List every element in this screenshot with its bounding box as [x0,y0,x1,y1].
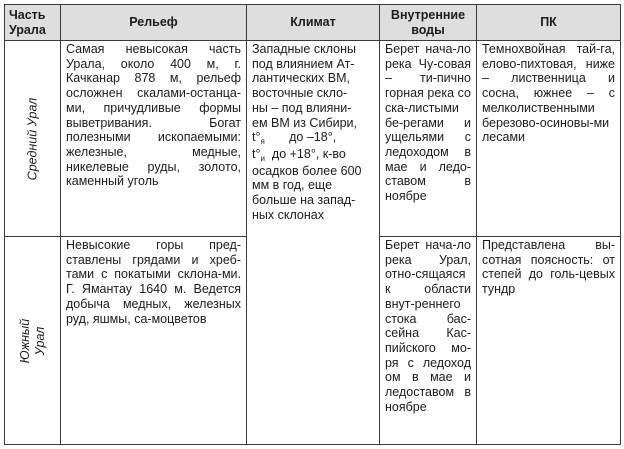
climate-line: восточные скло- [252,86,348,101]
middle-ural-label: Средний Урал [25,97,39,180]
header-part: Часть Урала [5,5,61,41]
header-relief: Рельеф [61,5,247,41]
header-waters: Внутренние воды [380,5,477,41]
climate-line: мм в год, еще [252,178,333,193]
header-pk: ПК [477,5,621,41]
climate-line: лантических ВМ, [252,71,350,86]
ural-comparison-table [4,4,621,445]
row-middle-ural [5,41,621,237]
climate-line: больше на запад- [252,193,356,208]
cell-middle-pk: Темнохвойная тай-га, елово-пихтовая, ниже – лиственница и сосна, южнее – с мелколиственными березово-осиновы-ми лесами [477,41,621,237]
climate-line: под влиянием Ат- [252,56,355,71]
climate-line: ны – под влияни- [252,100,352,115]
header-row [5,5,621,41]
climate-january-temp: $t^\circ_я$ до –18°, [252,130,337,147]
south-ural-label: Южный Урал [17,318,47,363]
climate-line: Западные склоны [252,42,356,56]
cell-climate [247,41,380,445]
header-climate: Климат [247,5,380,41]
climate-line: ных склонах [252,207,324,222]
cell-south-relief: Невысокие горы пред-ставлены грядами и хреб-тами с покатыми склона-ми. Г. Ямантау 1640 м. Ведется добыча медных, железных руд, яшмы, са-моцветов [61,237,247,445]
cell-middle-waters: Берет нача-ло река Чу-совая – ти-пично горная река со ска-листыми бе-регами и ущельями с ледоходом в мае и ледо-ставом в ноябре [380,41,477,237]
cell-middle-ural-label [5,41,61,237]
climate-line: ем ВМ из Сибири, [252,115,357,130]
cell-south-waters: Берет нача-ло река Урал, отно-сящаяся к области внут-реннего стока бас-сейна Кас-пийского мо-ря с ледоход ом в мае и ледоставом в ноябре [380,237,477,445]
climate-line: осадков более 600 [252,163,362,178]
cell-middle-relief: Самая невысокая часть Урала, около 400 м, г. Качканар 878 м, рельеф осложнен скалами-останца-ми, причудливые формы выветривания. Богат полезными ископаемыми: железные, медные, никелевые руды, золото, каменный уголь [61,41,247,237]
cell-south-pk: Представлена вы-сотная поясность: от степей до голь-цевых тундр [477,237,621,445]
climate-july-temp: $t^\circ_и$ до +18°, к-во [252,146,346,163]
cell-south-ural-label [5,237,61,445]
